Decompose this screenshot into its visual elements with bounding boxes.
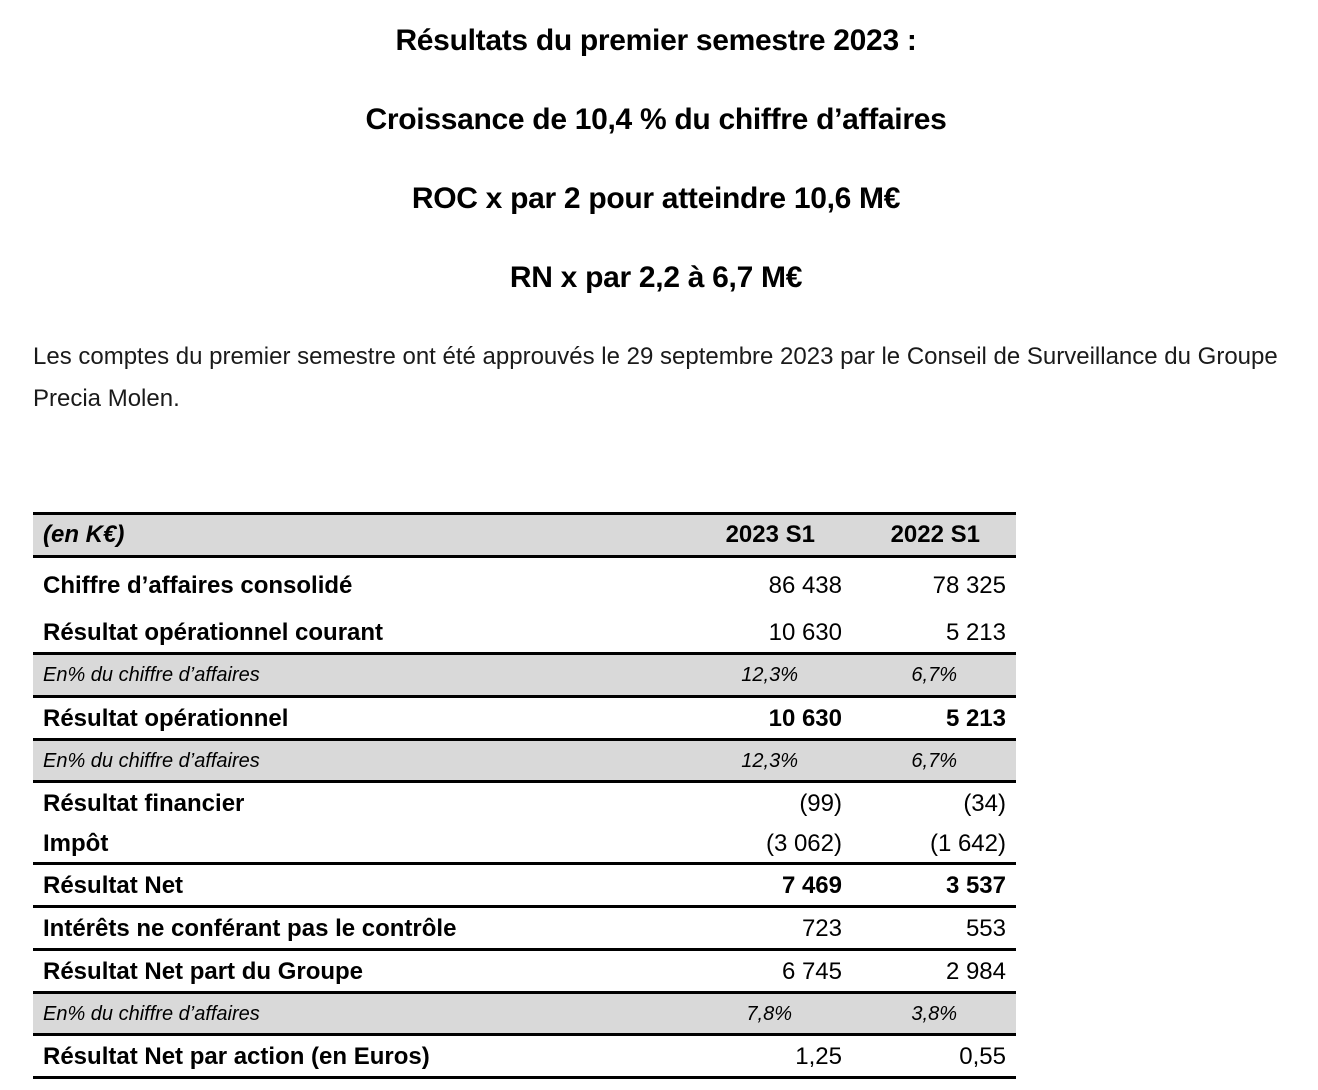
row-label: Chiffre d’affaires consolidé (43, 572, 353, 599)
value-2023: 86 438 (768, 572, 842, 599)
value-2022: 0,55 (959, 1042, 1006, 1070)
value-2023: 7 469 (781, 871, 842, 899)
row-label: En% du chiffre d’affaires (43, 1002, 260, 1025)
table-row (33, 824, 1016, 864)
divider (33, 512, 1016, 515)
value-2022: 78 325 (932, 572, 1006, 599)
value-2023: (3 062) (765, 830, 842, 857)
row-label: En% du chiffre d’affaires (43, 749, 260, 772)
value-2023: 1,25 (795, 1042, 842, 1070)
value-2023: 10 630 (768, 704, 842, 732)
table-row (33, 1036, 1016, 1077)
divider (33, 948, 1016, 951)
table-row (33, 698, 1016, 739)
value-2022: (1 642) (929, 830, 1006, 857)
value-2023: (99) (799, 790, 842, 817)
table-row (33, 655, 1016, 696)
value-2022: 553 (965, 914, 1006, 942)
intro-paragraph: Les comptes du premier semestre ont été approuvés le 29 septembre 2023 par le Conseil de Surveillance du Groupe Precia Molen. (33, 343, 1278, 412)
divider (33, 862, 1016, 865)
divider (33, 555, 1016, 558)
divider (33, 1033, 1016, 1036)
subtitle-roc: ROC x par 2 pour atteindre 10,6 M€ (411, 182, 901, 215)
value-2022: 3,8% (911, 1002, 957, 1025)
table-row (33, 994, 1016, 1034)
row-label: Résultat Net par action (en Euros) (43, 1042, 430, 1070)
value-2022: (34) (963, 790, 1006, 817)
unit-label: (en K€) (43, 521, 125, 548)
subtitle-rn: RN x par 2,2 à 6,7 M€ (509, 261, 803, 294)
table-row (33, 741, 1016, 781)
table-row (33, 865, 1016, 906)
divider (33, 991, 1016, 994)
value-2022: 6,7% (911, 664, 957, 686)
divider (33, 780, 1016, 783)
table-row (33, 613, 1016, 653)
divider (33, 738, 1016, 741)
row-label: Résultat Net (43, 871, 184, 899)
value-2023: 6 745 (781, 957, 842, 985)
table-row (33, 784, 1016, 824)
value-2023: 12,3% (741, 664, 798, 686)
value-2022: 6,7% (911, 749, 957, 772)
row-label: Résultat opérationnel (43, 704, 289, 732)
divider (33, 695, 1016, 698)
divider (33, 652, 1016, 655)
col-header-2022: 2022 S1 (890, 521, 980, 548)
row-label: Intérêts ne conférant pas le contrôle (43, 914, 457, 942)
value-2022: 3 537 (945, 871, 1006, 899)
value-2023: 723 (801, 914, 842, 942)
table-row (33, 566, 1016, 606)
divider (33, 1076, 1016, 1079)
table-header (33, 514, 1016, 556)
value-2022: 2 984 (945, 957, 1006, 985)
table-row (33, 951, 1016, 992)
value-2022: 5 213 (945, 704, 1006, 732)
value-2023: 12,3% (741, 749, 798, 772)
title: Résultats du premier semestre 2023 : (395, 24, 917, 57)
row-label: En% du chiffre d’affaires (43, 664, 260, 686)
value-2023: 10 630 (768, 619, 842, 646)
value-2022: 5 213 (945, 619, 1006, 646)
value-2023: 7,8% (746, 1002, 792, 1025)
col-header-2023: 2023 S1 (725, 521, 815, 548)
row-label: Résultat Net part du Groupe (43, 957, 364, 985)
table-row (33, 908, 1016, 949)
row-label: Résultat opérationnel courant (43, 619, 384, 646)
row-label: Résultat financier (43, 790, 245, 817)
subtitle-revenue: Croissance de 10,4 % du chiffre d’affaires (365, 103, 947, 136)
row-label: Impôt (43, 830, 109, 857)
divider (33, 905, 1016, 908)
